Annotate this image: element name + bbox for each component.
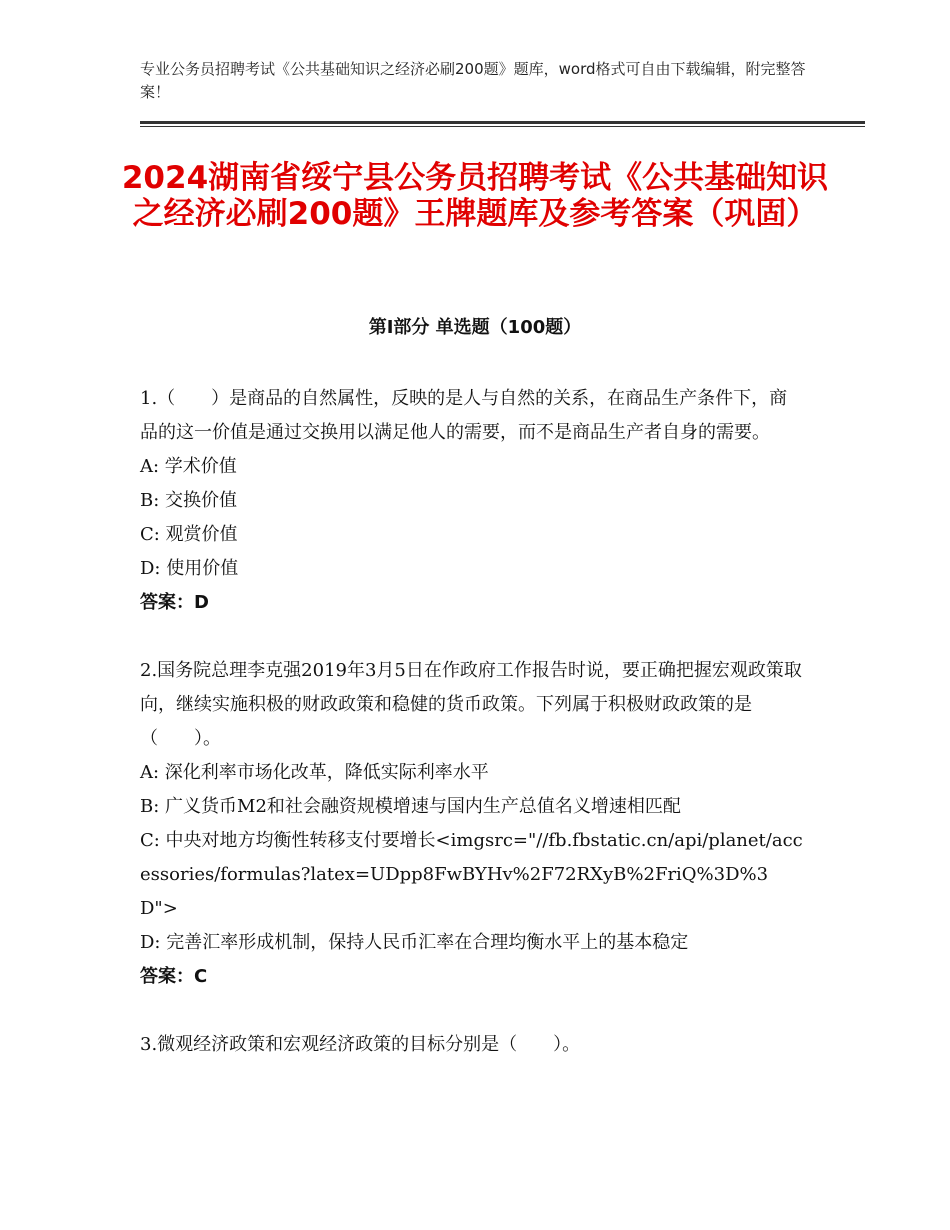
option-d: D: 使用价值 xyxy=(140,558,239,579)
header-rule-thick xyxy=(140,121,865,124)
answer: 答案：C xyxy=(140,966,208,987)
option-b: B: 交换价值 xyxy=(140,490,238,511)
option-a: A: 学术价值 xyxy=(140,456,237,477)
question-1 xyxy=(140,382,805,620)
option-d: D: 完善汇率形成机制，保持人民币汇率在合理均衡水平上的基本稳定 xyxy=(140,932,689,953)
answer: 答案：D xyxy=(140,592,209,613)
question-stem: 2.国务院总理李克强2019年3月5日在作政府工作报告时说，要正确把握宏观政策取向，继续实施积极的财政政策和稳健的货币政策。下列属于积极财政政策的是（ ）。 xyxy=(140,660,802,749)
question-stem: 1.（ ）是商品的自然属性，反映的是人与自然的关系，在商品生产条件下，商品的这一价值是通过交换用以满足他人的需要，而不是商品生产者自身的需要。 xyxy=(140,388,788,443)
question-2 xyxy=(140,654,805,994)
option-b: B: 广义货币M2和社会融资规模增速与国内生产总值名义增速相匹配 xyxy=(140,796,681,817)
section-title: 第Ⅰ部分 单选题（100题） xyxy=(368,317,582,338)
option-c: C: 中央对地方均衡性转移支付要增长<imgsrc="//fb.fbstatic.cn/api/planet/accessories/formulas?latex=UDpp8FwBYHv%2F72RXyB%2FriQ%3D%3D"> xyxy=(140,830,803,919)
question-stem: 3.微观经济政策和宏观经济政策的目标分别是（ ）。 xyxy=(140,1034,581,1055)
option-a: A: 深化利率市场化改革，降低实际利率水平 xyxy=(140,762,489,783)
option-c: C: 观赏价值 xyxy=(140,524,238,545)
question-list xyxy=(140,382,805,1096)
question-3 xyxy=(140,1028,805,1062)
header-rule-thin xyxy=(140,126,865,127)
document-title: 2024湖南省绥宁县公务员招聘考试《公共基础知识之经济必刷200题》王牌题库及参考答案（巩固） xyxy=(121,160,829,232)
header-note: 专业公务员招聘考试《公共基础知识之经济必刷200题》题库，word格式可自由下载编辑，附完整答案！ xyxy=(140,60,806,101)
